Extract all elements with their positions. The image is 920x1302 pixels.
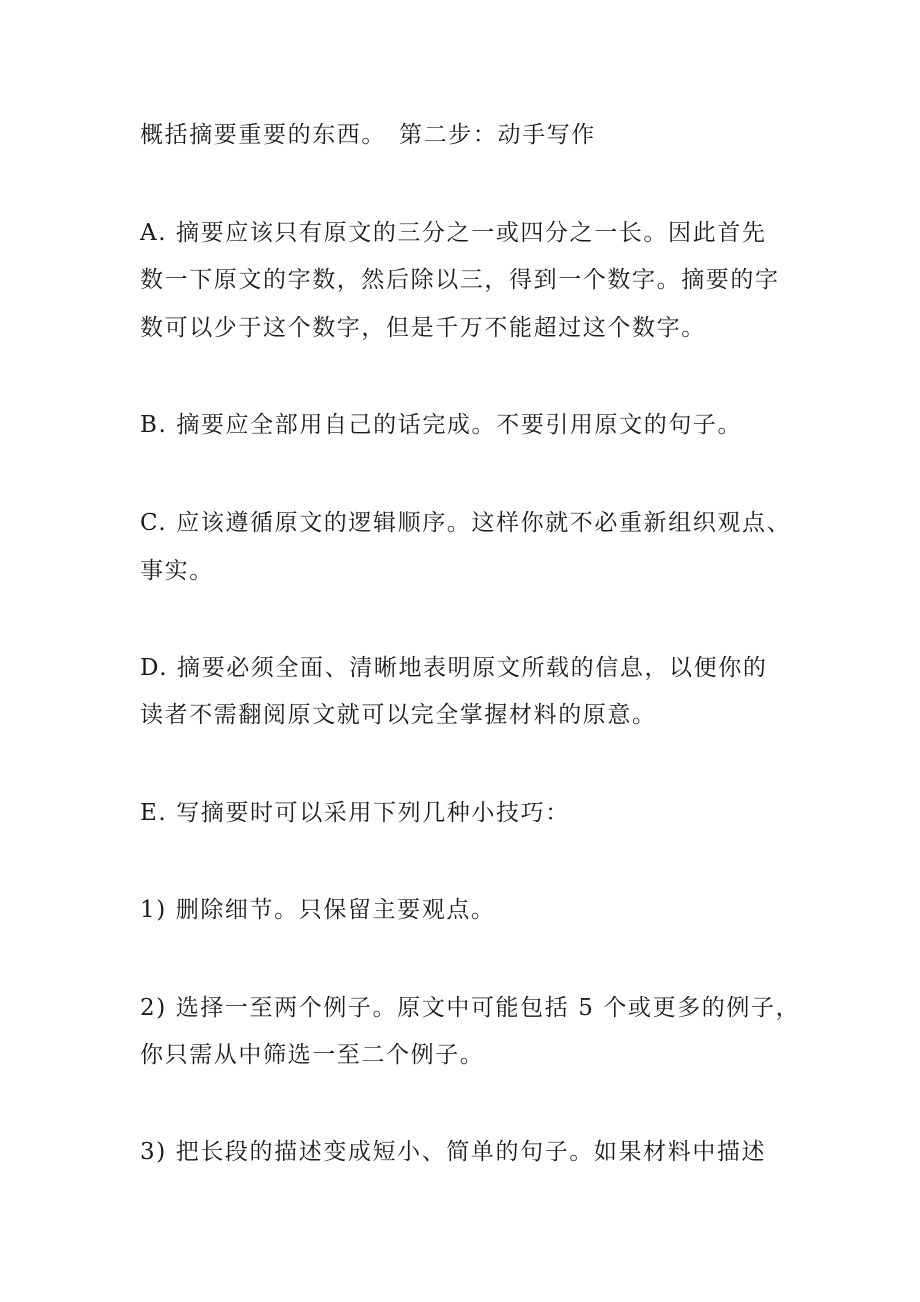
text-line-point-d-1: D. 摘要必须全面、清晰地表明原文所载的信息，以便你的: [140, 655, 768, 681]
text-line-point-c-2: 事实。: [140, 558, 214, 584]
text-line-point-a-1: A. 摘要应该只有原文的三分之一或四分之一长。因此首先: [140, 220, 767, 246]
text-line-tip-1: 1) 删除细节。只保留主要观点。: [140, 897, 496, 923]
text-line-point-e: E. 写摘要时可以采用下列几种小技巧：: [140, 800, 570, 826]
text-line-point-b: B. 摘要应全部用自己的话完成。不要引用原文的句子。: [140, 412, 743, 438]
text-line-tip-2-1: 2) 选择一至两个例子。原文中可能包括 5 个或更多的例子，: [140, 995, 801, 1021]
text-line-tip-2-2: 你只需从中筛选一至二个例子。: [140, 1042, 485, 1068]
text-line-point-d-2: 读者不需翻阅原文就可以完全掌握材料的原意。: [140, 702, 657, 728]
text-line-step-two-heading: 概括摘要重要的东西。 第二步：动手写作: [140, 122, 596, 148]
text-line-point-a-3: 数可以少于这个数字，但是千万不能超过这个数字。: [140, 315, 706, 341]
text-line-point-c-1: C. 应该遵循原文的逻辑顺序。这样你就不必重新组织观点、: [140, 510, 792, 536]
text-line-point-a-2: 数一下原文的字数，然后除以三，得到一个数字。摘要的字: [140, 267, 780, 293]
text-line-tip-3: 3) 把长段的描述变成短小、简单的句子。如果材料中描述: [140, 1139, 767, 1165]
